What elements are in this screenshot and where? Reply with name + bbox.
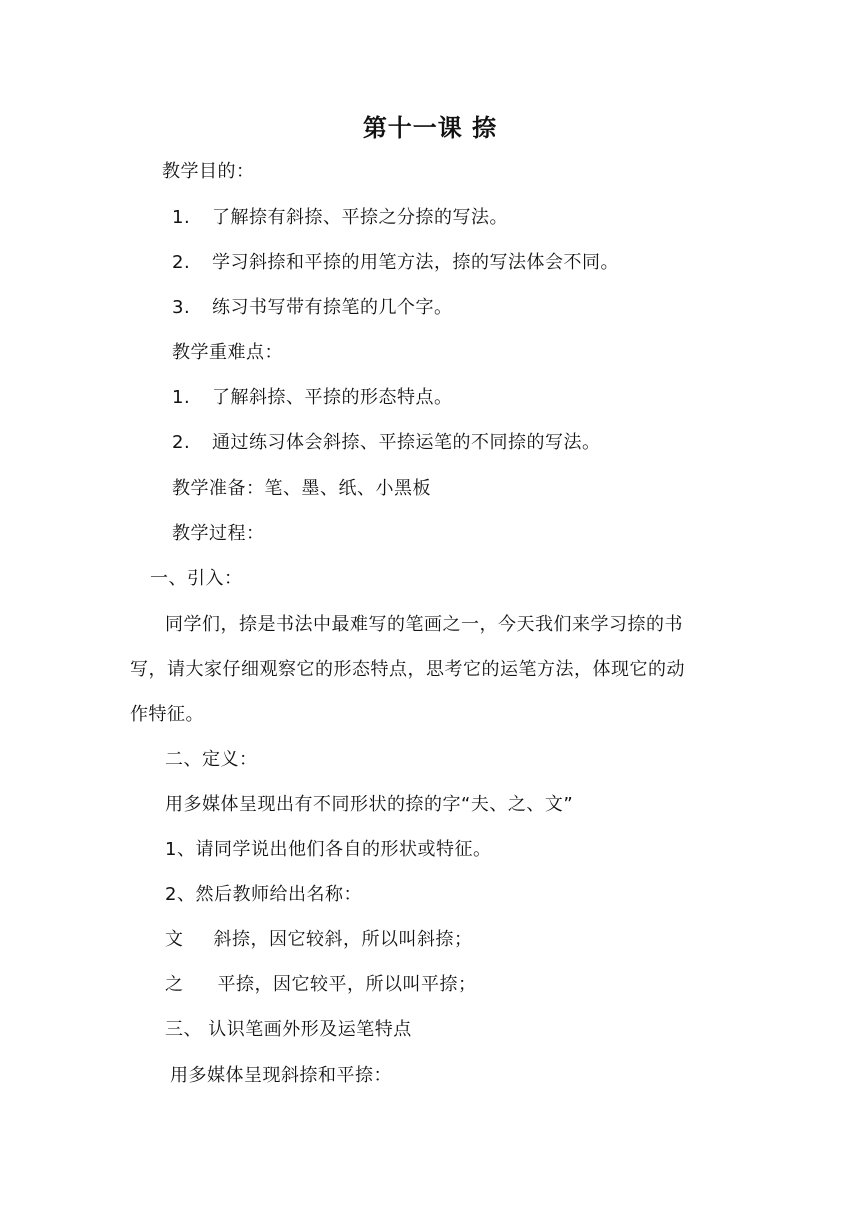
section2-intro: 用多媒体呈现出有不同形状的捺的字“夫、之、文”	[165, 794, 574, 815]
section2-step-1: 1、请同学说出他们各自的形状或特征。	[165, 839, 492, 860]
objective-text: 了解捺有斜捺、平捺之分捺的写法。	[212, 207, 508, 228]
objective-item-2	[172, 251, 619, 275]
key-point-item-1	[172, 386, 453, 410]
example-desc: 平捺，因它较平，所以叫平捺；	[217, 974, 477, 995]
section1-heading: 一、引入：	[150, 568, 243, 589]
section2-heading: 二、定义：	[165, 749, 258, 770]
section1-paragraph-line-1: 同学们，捺是书法中最难写的笔画之一，今天我们来学习捺的书	[165, 614, 683, 635]
objective-item-1	[172, 206, 508, 230]
process-heading: 教学过程：	[172, 523, 265, 544]
example-char: 之	[165, 974, 184, 995]
objective-number: 1.	[172, 207, 191, 228]
section1-paragraph-line-3: 作特征。	[130, 704, 204, 725]
key-point-text: 通过练习体会斜捺、平捺运笔的不同捺的写法。	[212, 432, 601, 453]
objective-item-3	[172, 296, 453, 320]
key-point-number: 1.	[172, 387, 191, 408]
example-char: 文	[165, 929, 184, 950]
objective-text: 学习斜捺和平捺的用笔方法，捺的写法体会不同。	[212, 252, 619, 273]
key-point-text: 了解斜捺、平捺的形态特点。	[212, 387, 453, 408]
objective-text: 练习书写带有捺笔的几个字。	[212, 297, 453, 318]
key-point-item-2	[172, 431, 601, 455]
section2-step-2: 2、然后教师给出名称：	[165, 884, 362, 905]
section1-paragraph-line-2: 写，请大家仔细观察它的形态特点，思考它的运笔方法，体现它的动	[130, 659, 685, 680]
objectives-heading: 教学目的：	[162, 161, 255, 182]
key-points-heading: 教学重难点：	[172, 342, 283, 363]
example-row-2	[165, 973, 477, 997]
section3-heading: 三、 认识笔画外形及运笔特点	[165, 1019, 412, 1040]
objective-number: 3.	[172, 297, 191, 318]
key-point-number: 2.	[172, 432, 191, 453]
example-desc: 斜捺，因它较斜，所以叫斜捺；	[213, 929, 473, 950]
preparation-line: 教学准备：笔、墨、纸、小黑板	[172, 478, 431, 499]
section3-text: 用多媒体呈现斜捺和平捺：	[170, 1065, 392, 1086]
lesson-title: 第十一课 捺	[362, 114, 498, 142]
example-row-1	[165, 928, 473, 952]
objective-number: 2.	[172, 252, 191, 273]
